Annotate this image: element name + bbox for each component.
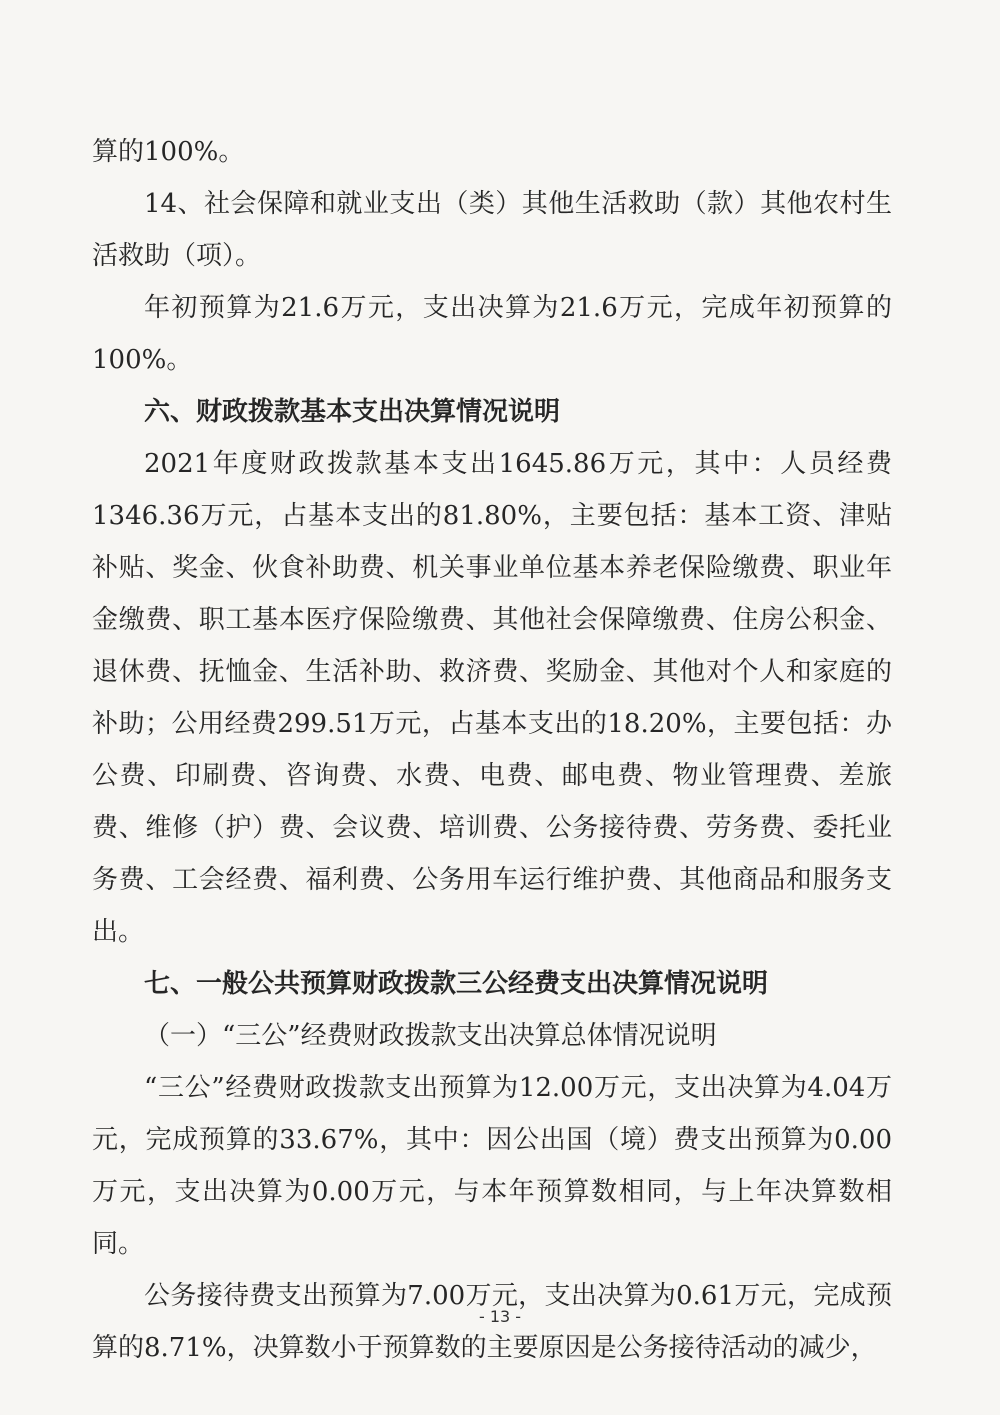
document-body <box>92 126 892 1374</box>
page-number: - 13 - <box>478 1307 522 1326</box>
subsection-heading-1: （一）“三公”经费财政拨款支出决算总体情况说明 <box>144 1021 717 1051</box>
paragraph-2: 年初预算为21.6万元，支出决算为21.6万元，完成年初预算的100%。 <box>92 293 892 375</box>
paragraph-8: 公务接待费支出预算为7.00万元，支出决算为0.61万元，完成预算的8.71%，决算数小于预算数的主要原因是公务接待活动的减少， <box>92 1281 892 1363</box>
section-heading-6: 六、财政拨款基本支出决算情况说明 <box>144 397 561 427</box>
paragraph-4: 2021年度财政拨款基本支出1645.86万元，其中：人员经费1346.36万元，占基本支出的81.80%，主要包括：基本工资、津贴补贴、奖金、伙食补助费、机关事业单位基本养老保险缴费、职业年金缴费、职工基本医疗保险缴费、其他社会保障缴费、住房公积金、退休费、抚恤金、生活补助、救济费、奖励金、其他对个人和家庭的补助；公用经费299.51万元，占基本支出的18.20%，主要包括：办公费、印刷费、咨询费、水费、电费、邮电费、物业管理费、差旅费、维修（护）费、会议费、培训费、公务接待费、劳务费、委托业务费、工会经费、福利费、公务用车运行维护费、其他商品和服务支出。 <box>92 449 892 947</box>
section-heading-7: 七、一般公共预算财政拨款三公经费支出决算情况说明 <box>144 969 769 999</box>
paragraph-0: 算的100%。 <box>92 137 245 167</box>
paragraph-7: “三公”经费财政拨款支出预算为12.00万元，支出决算为4.04万元，完成预算的33.67%，其中：因公出国（境）费支出预算为0.00万元，支出决算为0.00万元，与本年预算数相同，与上年决算数相同。 <box>92 1073 892 1259</box>
paragraph-1: 14、社会保障和就业支出（类）其他生活救助（款）其他农村生活救助（项）。 <box>92 189 892 271</box>
